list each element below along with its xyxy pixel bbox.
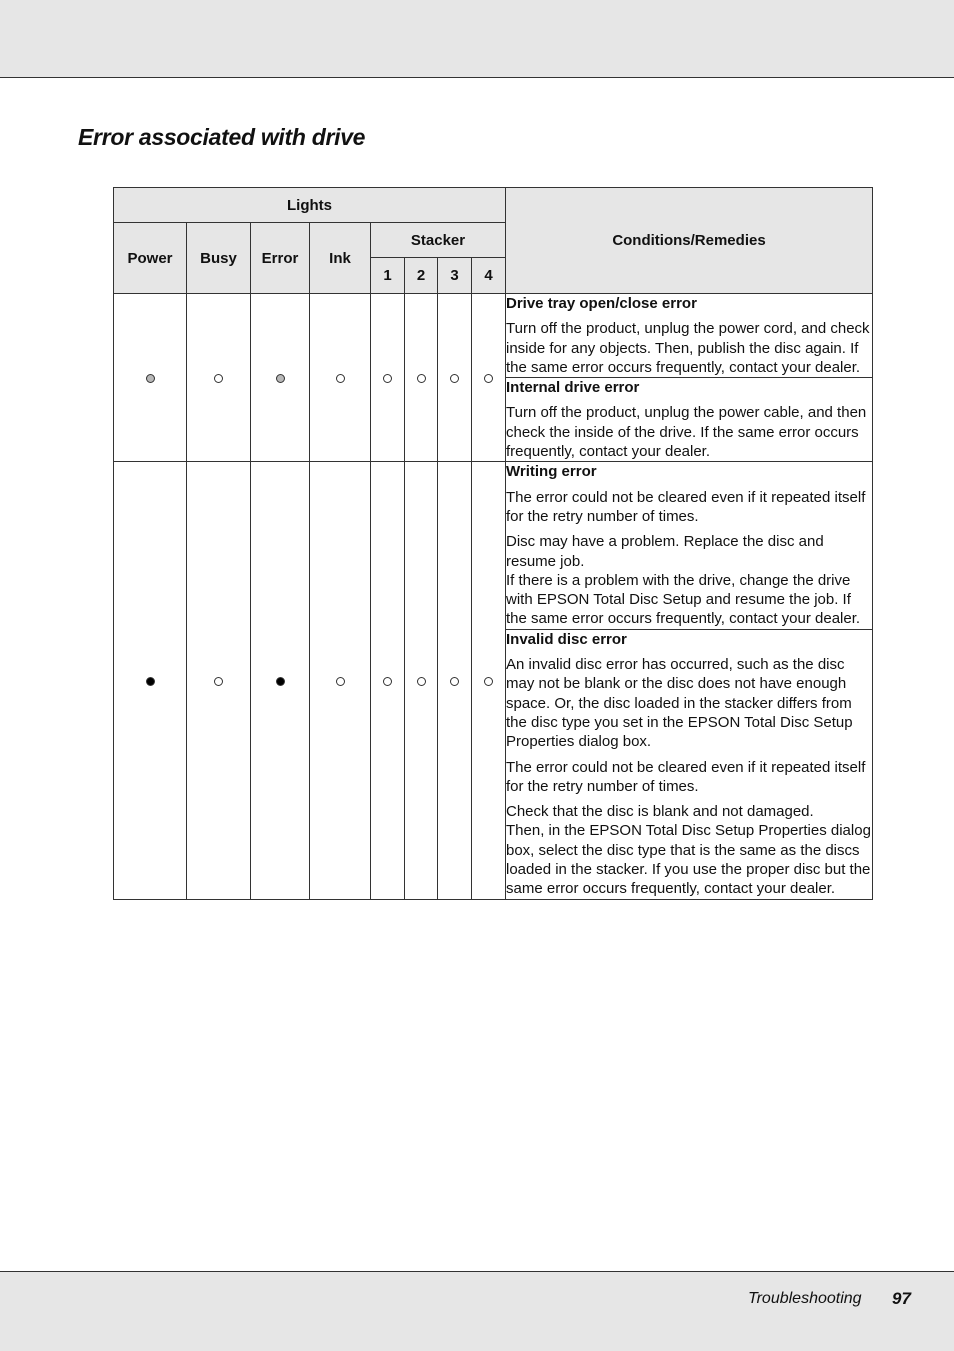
led-off-icon [383, 677, 392, 686]
condition-text: Turn off the product, unplug the power cable, and then check the inside of the drive. If the same error occurs frequently, contact your dealer. [506, 404, 867, 461]
condition-text: The error could not be cleared even if it repeated itself for the retry number of times. [506, 488, 866, 525]
header-band [0, 0, 954, 78]
condition-text: Disc may have a problem. Replace the disc and resume job. [506, 533, 824, 570]
lamp-cell-power [114, 294, 187, 462]
header-stacker-1: 1 [371, 258, 405, 294]
led-off-icon [214, 677, 223, 686]
lamp-cell-stacker-4 [472, 294, 506, 462]
header-busy: Busy [187, 223, 251, 294]
led-off-icon [484, 677, 493, 686]
header-power: Power [114, 223, 187, 294]
table-body [114, 294, 873, 900]
lamp-cell-power [114, 462, 187, 899]
header-conditions: Conditions/Remedies [506, 188, 873, 294]
lamp-cell-ink [310, 462, 371, 899]
condition-title: Drive tray open/close error [506, 295, 697, 312]
page-number: 97 [892, 1289, 911, 1308]
lamp-cell-busy [187, 462, 251, 899]
lamp-cell-stacker-1 [371, 294, 405, 462]
condition-cell [506, 378, 873, 462]
condition-title: Internal drive error [506, 379, 640, 397]
header-lights: Lights [114, 188, 506, 223]
led-blink-icon [146, 374, 155, 383]
header-stacker-2: 2 [405, 258, 438, 294]
led-off-icon [336, 374, 345, 383]
condition-cell [506, 629, 873, 899]
condition-cell [506, 462, 873, 629]
led-off-icon [417, 677, 426, 686]
condition-title: Writing error [506, 463, 597, 481]
condition-text: If there is a problem with the drive, change the drive with EPSON Total Disc Setup and resume the job. If the same error occurs frequently, contact your dealer. [506, 571, 861, 628]
led-on-icon [146, 677, 155, 686]
table-row [114, 294, 873, 378]
header-ink: Ink [310, 223, 371, 294]
lamp-cell-error [251, 294, 310, 462]
header-stacker-3: 3 [438, 258, 472, 294]
condition-text: Turn off the product, unplug the power cord, and check inside for any objects. Then, publish the disc again. If the same error occurs frequently, contact your dealer. [506, 320, 870, 376]
lamp-cell-stacker-3 [438, 462, 472, 899]
led-off-icon [417, 374, 426, 383]
condition-text: An invalid disc error has occurred, such as the disc may not be blank or the disc does not have enough space. Or, the disc loaded in the stacker differs from the disc type you set in the EPSON Total Disc Setup Properties dialog box. [506, 656, 853, 751]
led-off-icon [336, 677, 345, 686]
led-off-icon [450, 677, 459, 686]
lamp-cell-busy [187, 294, 251, 462]
lamp-cell-stacker-1 [371, 462, 405, 899]
lamp-cell-stacker-2 [405, 462, 438, 899]
condition-cell [506, 294, 873, 378]
led-off-icon [450, 374, 459, 383]
condition-text: The error could not be cleared even if it repeated itself for the retry number of times. [506, 758, 866, 795]
led-off-icon [383, 374, 392, 383]
led-off-icon [214, 374, 223, 383]
error-table [113, 187, 873, 900]
header-stacker-4: 4 [472, 258, 506, 294]
lamp-cell-error [251, 462, 310, 899]
condition-title: Invalid disc error [506, 630, 627, 648]
lamp-cell-stacker-3 [438, 294, 472, 462]
led-on-icon [276, 677, 285, 686]
footer-section-label: Troubleshooting [748, 1290, 862, 1307]
page-title: Error associated with drive [78, 124, 366, 150]
led-blink-icon [276, 374, 285, 383]
lamp-cell-stacker-2 [405, 294, 438, 462]
led-off-icon [484, 374, 493, 383]
condition-text: Check that the disc is blank and not damaged. [506, 803, 814, 821]
header-stacker: Stacker [371, 223, 506, 258]
footer-band [0, 1271, 954, 1351]
table-row [114, 462, 873, 629]
header-error: Error [251, 223, 310, 294]
lamp-cell-ink [310, 294, 371, 462]
lamp-cell-stacker-4 [472, 462, 506, 899]
condition-text: Then, in the EPSON Total Disc Setup Properties dialog box, select the disc type that is the same as the discs loaded in the stacker. If you use the proper disc but the same error occurs frequently, contact your dealer. [506, 822, 871, 898]
